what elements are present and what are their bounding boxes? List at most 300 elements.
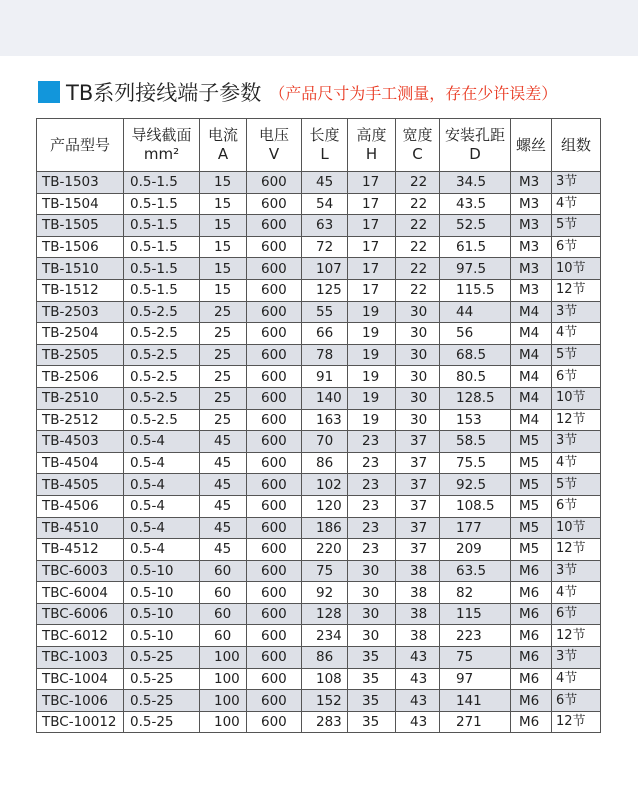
cell-height: 19: [348, 323, 396, 345]
table-row: [37, 495, 601, 517]
cell-width: 22: [396, 215, 440, 237]
cell-screw: M4: [511, 323, 552, 345]
cell-screw: M3: [511, 215, 552, 237]
cell-width: 37: [396, 495, 440, 517]
cell-length: 72: [302, 236, 348, 258]
cell-width: 30: [396, 323, 440, 345]
cell-length: 66: [302, 323, 348, 345]
table-row: [37, 301, 601, 323]
cell-length: 128: [302, 603, 348, 625]
cell-voltage: 600: [247, 236, 302, 258]
cell-length: 91: [302, 366, 348, 388]
cell-screw: M5: [511, 517, 552, 539]
cell-height: 23: [348, 431, 396, 453]
cell-current: 45: [200, 452, 247, 474]
cell-length: 186: [302, 517, 348, 539]
cell-voltage: 600: [247, 409, 302, 431]
cell-current: 15: [200, 279, 247, 301]
table-row: [37, 279, 601, 301]
cell-wire-section: 0.5-2.5: [124, 366, 200, 388]
cell-group-count: 3节: [552, 431, 601, 453]
cell-length: 70: [302, 431, 348, 453]
cell-height: 35: [348, 668, 396, 690]
header-hole-distance-label: 安装孔距: [444, 126, 505, 144]
cell-wire-section: 0.5-10: [124, 603, 200, 625]
header-group-count: [552, 119, 601, 172]
cell-length: 92: [302, 582, 348, 604]
cell-hole-distance: 223: [440, 625, 511, 647]
cell-height: 23: [348, 474, 396, 496]
cell-screw: M6: [511, 625, 552, 647]
cell-hole-distance: 153: [440, 409, 511, 431]
table-row: [37, 690, 601, 712]
cell-current: 25: [200, 366, 247, 388]
cell-wire-section: 0.5-4: [124, 517, 200, 539]
cell-voltage: 600: [247, 647, 302, 669]
cell-hole-distance: 108.5: [440, 495, 511, 517]
cell-screw: M4: [511, 366, 552, 388]
cell-height: 19: [348, 387, 396, 409]
cell-height: 23: [348, 495, 396, 517]
cell-current: 60: [200, 560, 247, 582]
cell-hole-distance: 97.5: [440, 258, 511, 280]
header-screw-label: 螺丝: [515, 135, 546, 154]
cell-height: 35: [348, 690, 396, 712]
cell-height: 23: [348, 452, 396, 474]
cell-width: 37: [396, 539, 440, 561]
header-hole-distance-unit: D: [469, 145, 481, 163]
cell-current: 25: [200, 301, 247, 323]
header-wire-section-unit: mm²: [143, 145, 180, 163]
cell-current: 45: [200, 431, 247, 453]
cell-group-count: 5节: [552, 474, 601, 496]
cell-current: 25: [200, 387, 247, 409]
cell-hole-distance: 34.5: [440, 172, 511, 194]
header-voltage-unit: V: [268, 145, 280, 163]
cell-hole-distance: 82: [440, 582, 511, 604]
table-row: [37, 668, 601, 690]
cell-width: 37: [396, 431, 440, 453]
cell-wire-section: 0.5-4: [124, 495, 200, 517]
header-current-unit: A: [217, 145, 229, 163]
header-current: [200, 119, 247, 172]
header-width: [396, 119, 440, 172]
cell-model: TB-4505: [37, 474, 124, 496]
cell-width: 22: [396, 236, 440, 258]
cell-current: 100: [200, 668, 247, 690]
table-row: [37, 539, 601, 561]
cell-width: 22: [396, 258, 440, 280]
cell-voltage: 600: [247, 215, 302, 237]
table-row: [37, 236, 601, 258]
cell-width: 37: [396, 517, 440, 539]
cell-width: 38: [396, 582, 440, 604]
table-row: [37, 409, 601, 431]
header-height-label: 高度: [356, 126, 387, 144]
table-row: [37, 625, 601, 647]
cell-hole-distance: 58.5: [440, 431, 511, 453]
cell-height: 30: [348, 625, 396, 647]
cell-width: 43: [396, 711, 440, 733]
cell-voltage: 600: [247, 172, 302, 194]
accent-square-icon: [38, 81, 60, 103]
cell-current: 25: [200, 409, 247, 431]
measurement-note: （产品尺寸为手工测量，存在少许误差）: [269, 83, 558, 103]
table-row: [37, 711, 601, 733]
cell-screw: M5: [511, 539, 552, 561]
cell-current: 15: [200, 215, 247, 237]
table-row: [37, 474, 601, 496]
cell-model: TB-4510: [37, 517, 124, 539]
cell-model: TB-1503: [37, 172, 124, 194]
cell-model: TB-2505: [37, 344, 124, 366]
cell-group-count: 6节: [552, 236, 601, 258]
cell-hole-distance: 92.5: [440, 474, 511, 496]
cell-height: 23: [348, 517, 396, 539]
cell-screw: M3: [511, 258, 552, 280]
cell-screw: M6: [511, 647, 552, 669]
table-header-row: [37, 119, 601, 172]
cell-group-count: 6节: [552, 690, 601, 712]
cell-model: TB-4506: [37, 495, 124, 517]
cell-wire-section: 0.5-1.5: [124, 172, 200, 194]
table-row: [37, 258, 601, 280]
cell-group-count: 10节: [552, 387, 601, 409]
cell-height: 19: [348, 301, 396, 323]
table-body: [37, 172, 601, 733]
cell-model: TB-1512: [37, 279, 124, 301]
cell-voltage: 600: [247, 323, 302, 345]
cell-length: 283: [302, 711, 348, 733]
cell-wire-section: 0.5-25: [124, 647, 200, 669]
cell-width: 22: [396, 193, 440, 215]
cell-hole-distance: 128.5: [440, 387, 511, 409]
header-length-label: 长度: [309, 126, 340, 144]
cell-height: 19: [348, 409, 396, 431]
cell-width: 38: [396, 625, 440, 647]
cell-current: 45: [200, 539, 247, 561]
cell-model: TBC-6006: [37, 603, 124, 625]
page-title: TB系列接线端子参数: [66, 81, 262, 105]
cell-hole-distance: 68.5: [440, 344, 511, 366]
cell-model: TBC-6003: [37, 560, 124, 582]
header-model-label: 产品型号: [49, 135, 110, 154]
cell-group-count: 12节: [552, 409, 601, 431]
cell-wire-section: 0.5-2.5: [124, 323, 200, 345]
cell-model: TB-4503: [37, 431, 124, 453]
cell-length: 54: [302, 193, 348, 215]
cell-screw: M3: [511, 172, 552, 194]
cell-height: 30: [348, 603, 396, 625]
cell-model: TB-1506: [37, 236, 124, 258]
header-height-unit: H: [365, 145, 378, 163]
cell-width: 43: [396, 668, 440, 690]
cell-voltage: 600: [247, 582, 302, 604]
cell-model: TB-2506: [37, 366, 124, 388]
cell-length: 75: [302, 560, 348, 582]
cell-wire-section: 0.5-25: [124, 711, 200, 733]
cell-wire-section: 0.5-4: [124, 474, 200, 496]
cell-length: 63: [302, 215, 348, 237]
cell-voltage: 600: [247, 431, 302, 453]
cell-current: 15: [200, 172, 247, 194]
table-row: [37, 344, 601, 366]
cell-current: 15: [200, 193, 247, 215]
cell-group-count: 6节: [552, 603, 601, 625]
spec-table: [36, 118, 601, 733]
cell-current: 45: [200, 517, 247, 539]
cell-group-count: 4节: [552, 668, 601, 690]
cell-length: 140: [302, 387, 348, 409]
cell-width: 38: [396, 603, 440, 625]
cell-group-count: 3节: [552, 647, 601, 669]
cell-length: 152: [302, 690, 348, 712]
cell-group-count: 12节: [552, 711, 601, 733]
cell-hole-distance: 141: [440, 690, 511, 712]
cell-voltage: 600: [247, 711, 302, 733]
cell-hole-distance: 115: [440, 603, 511, 625]
cell-group-count: 6节: [552, 495, 601, 517]
cell-length: 120: [302, 495, 348, 517]
cell-current: 100: [200, 647, 247, 669]
cell-group-count: 6节: [552, 366, 601, 388]
cell-group-count: 10节: [552, 517, 601, 539]
cell-wire-section: 0.5-4: [124, 539, 200, 561]
cell-screw: M4: [511, 344, 552, 366]
cell-voltage: 600: [247, 560, 302, 582]
cell-current: 100: [200, 711, 247, 733]
header-wire-section: [124, 119, 200, 172]
cell-height: 30: [348, 560, 396, 582]
cell-length: 86: [302, 452, 348, 474]
cell-hole-distance: 44: [440, 301, 511, 323]
cell-screw: M3: [511, 236, 552, 258]
cell-wire-section: 0.5-25: [124, 690, 200, 712]
table-row: [37, 431, 601, 453]
cell-screw: M4: [511, 387, 552, 409]
top-band: [0, 0, 638, 56]
cell-group-count: 10节: [552, 258, 601, 280]
cell-screw: M5: [511, 474, 552, 496]
cell-width: 43: [396, 690, 440, 712]
header-current-label: 电流: [207, 126, 238, 144]
cell-wire-section: 0.5-10: [124, 560, 200, 582]
cell-width: 30: [396, 409, 440, 431]
cell-length: 125: [302, 279, 348, 301]
table-row: [37, 560, 601, 582]
cell-group-count: 12节: [552, 539, 601, 561]
cell-current: 60: [200, 603, 247, 625]
cell-length: 234: [302, 625, 348, 647]
cell-screw: M5: [511, 495, 552, 517]
cell-length: 86: [302, 647, 348, 669]
cell-height: 17: [348, 236, 396, 258]
cell-current: 100: [200, 690, 247, 712]
cell-hole-distance: 209: [440, 539, 511, 561]
cell-screw: M6: [511, 582, 552, 604]
cell-width: 43: [396, 647, 440, 669]
cell-screw: M6: [511, 690, 552, 712]
cell-height: 17: [348, 258, 396, 280]
cell-height: 17: [348, 193, 396, 215]
cell-width: 37: [396, 474, 440, 496]
cell-width: 30: [396, 301, 440, 323]
cell-screw: M5: [511, 452, 552, 474]
header-length-unit: L: [320, 145, 329, 163]
header-width-label: 宽度: [402, 126, 433, 144]
cell-wire-section: 0.5-10: [124, 625, 200, 647]
cell-wire-section: 0.5-25: [124, 668, 200, 690]
cell-wire-section: 0.5-1.5: [124, 193, 200, 215]
section-heading: [38, 78, 557, 106]
cell-group-count: 4节: [552, 452, 601, 474]
table-row: [37, 517, 601, 539]
cell-current: 45: [200, 495, 247, 517]
cell-group-count: 4节: [552, 323, 601, 345]
cell-screw: M4: [511, 301, 552, 323]
cell-model: TB-4504: [37, 452, 124, 474]
cell-model: TB-4512: [37, 539, 124, 561]
cell-model: TB-2510: [37, 387, 124, 409]
cell-hole-distance: 80.5: [440, 366, 511, 388]
cell-group-count: 5节: [552, 215, 601, 237]
cell-length: 55: [302, 301, 348, 323]
cell-screw: M3: [511, 193, 552, 215]
cell-height: 17: [348, 215, 396, 237]
cell-height: 30: [348, 582, 396, 604]
cell-screw: M6: [511, 603, 552, 625]
cell-voltage: 600: [247, 366, 302, 388]
cell-wire-section: 0.5-1.5: [124, 236, 200, 258]
table-row: [37, 366, 601, 388]
cell-model: TB-2503: [37, 301, 124, 323]
cell-model: TBC-6012: [37, 625, 124, 647]
cell-voltage: 600: [247, 452, 302, 474]
header-width-unit: C: [412, 145, 423, 163]
header-voltage: [247, 119, 302, 172]
cell-length: 45: [302, 172, 348, 194]
cell-wire-section: 0.5-4: [124, 431, 200, 453]
cell-height: 17: [348, 279, 396, 301]
header-group-count-label: 组数: [560, 135, 591, 154]
cell-wire-section: 0.5-2.5: [124, 409, 200, 431]
header-wire-section-label: 导线截面: [131, 126, 192, 144]
table-row: [37, 387, 601, 409]
cell-current: 25: [200, 323, 247, 345]
cell-voltage: 600: [247, 603, 302, 625]
header-model: [37, 119, 124, 172]
cell-screw: M6: [511, 668, 552, 690]
cell-voltage: 600: [247, 690, 302, 712]
table-row: [37, 193, 601, 215]
cell-voltage: 600: [247, 387, 302, 409]
cell-hole-distance: 52.5: [440, 215, 511, 237]
cell-model: TBC-10012: [37, 711, 124, 733]
cell-model: TBC-1003: [37, 647, 124, 669]
cell-height: 35: [348, 647, 396, 669]
header-screw: [511, 119, 552, 172]
table-row: [37, 452, 601, 474]
table-row: [37, 582, 601, 604]
cell-model: TB-2512: [37, 409, 124, 431]
cell-voltage: 600: [247, 517, 302, 539]
cell-model: TBC-1006: [37, 690, 124, 712]
table-row: [37, 323, 601, 345]
cell-length: 102: [302, 474, 348, 496]
cell-length: 78: [302, 344, 348, 366]
cell-hole-distance: 56: [440, 323, 511, 345]
cell-voltage: 600: [247, 279, 302, 301]
cell-model: TBC-1004: [37, 668, 124, 690]
cell-voltage: 600: [247, 668, 302, 690]
cell-group-count: 4节: [552, 582, 601, 604]
cell-width: 38: [396, 560, 440, 582]
cell-width: 22: [396, 279, 440, 301]
cell-width: 22: [396, 172, 440, 194]
cell-model: TB-1505: [37, 215, 124, 237]
cell-screw: M4: [511, 409, 552, 431]
cell-hole-distance: 75.5: [440, 452, 511, 474]
cell-wire-section: 0.5-2.5: [124, 301, 200, 323]
cell-current: 60: [200, 582, 247, 604]
cell-group-count: 4节: [552, 193, 601, 215]
header-voltage-label: 电压: [258, 126, 289, 144]
cell-hole-distance: 75: [440, 647, 511, 669]
header-hole-distance: [440, 119, 511, 172]
cell-screw: M6: [511, 711, 552, 733]
cell-voltage: 600: [247, 474, 302, 496]
table-row: [37, 647, 601, 669]
cell-screw: M6: [511, 560, 552, 582]
cell-group-count: 3节: [552, 301, 601, 323]
table-row: [37, 603, 601, 625]
cell-model: TBC-6004: [37, 582, 124, 604]
cell-hole-distance: 61.5: [440, 236, 511, 258]
cell-group-count: 5节: [552, 344, 601, 366]
cell-group-count: 3节: [552, 560, 601, 582]
cell-model: TB-1504: [37, 193, 124, 215]
cell-hole-distance: 271: [440, 711, 511, 733]
cell-width: 37: [396, 452, 440, 474]
cell-hole-distance: 115.5: [440, 279, 511, 301]
cell-length: 220: [302, 539, 348, 561]
cell-hole-distance: 97: [440, 668, 511, 690]
cell-hole-distance: 43.5: [440, 193, 511, 215]
cell-hole-distance: 63.5: [440, 560, 511, 582]
cell-model: TB-1510: [37, 258, 124, 280]
cell-group-count: 12节: [552, 279, 601, 301]
cell-voltage: 600: [247, 495, 302, 517]
cell-width: 30: [396, 366, 440, 388]
cell-height: 19: [348, 366, 396, 388]
cell-height: 19: [348, 344, 396, 366]
cell-length: 107: [302, 258, 348, 280]
cell-screw: M3: [511, 279, 552, 301]
cell-wire-section: 0.5-1.5: [124, 279, 200, 301]
cell-voltage: 600: [247, 539, 302, 561]
header-height: [348, 119, 396, 172]
cell-current: 15: [200, 258, 247, 280]
cell-current: 15: [200, 236, 247, 258]
cell-voltage: 600: [247, 625, 302, 647]
cell-wire-section: 0.5-4: [124, 452, 200, 474]
cell-width: 30: [396, 387, 440, 409]
cell-wire-section: 0.5-2.5: [124, 344, 200, 366]
cell-group-count: 3节: [552, 172, 601, 194]
cell-wire-section: 0.5-2.5: [124, 387, 200, 409]
cell-wire-section: 0.5-1.5: [124, 258, 200, 280]
cell-wire-section: 0.5-1.5: [124, 215, 200, 237]
